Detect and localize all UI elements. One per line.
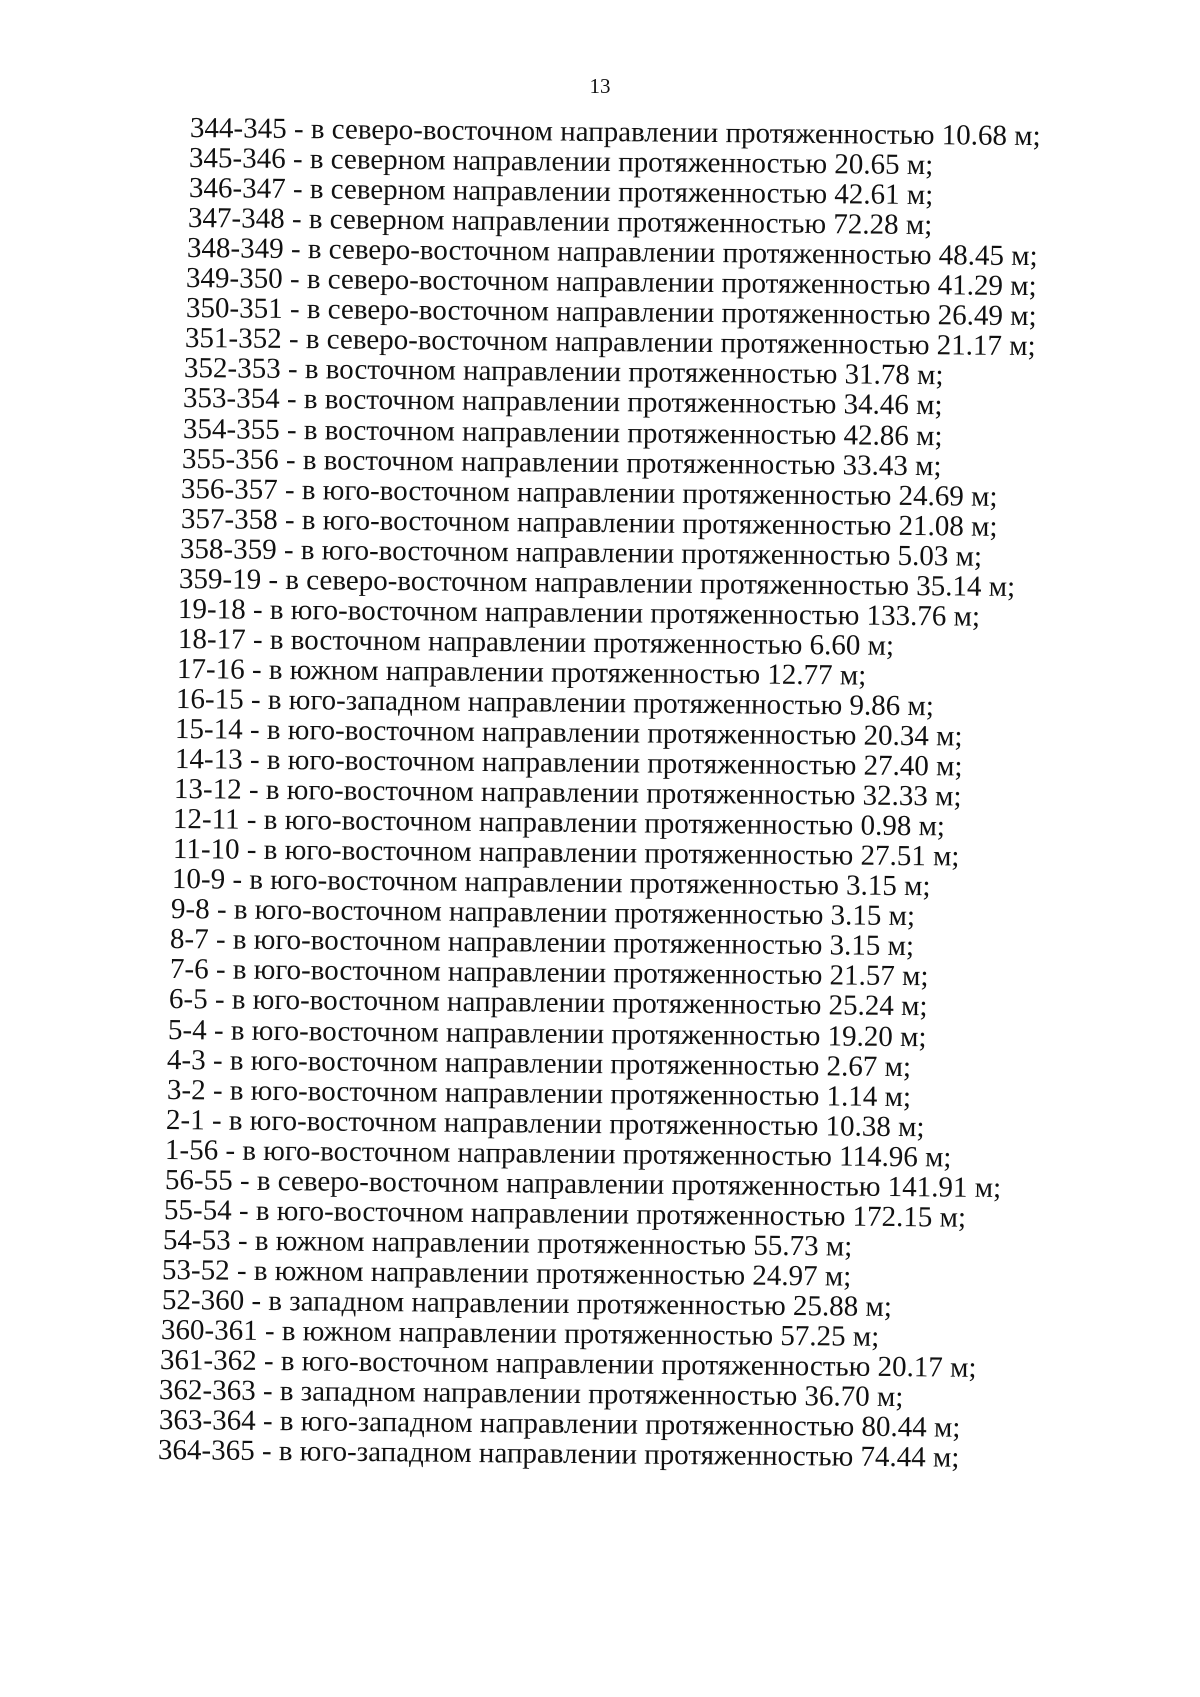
boundary-segment-line: 360-361 - в южном направлении протяженностью 57.25 м; (160, 1314, 880, 1353)
boundary-segment-line: 352-353 - в восточном направлении протяженностью 31.78 м; (184, 352, 944, 392)
boundary-segment-line: 14-13 - в юго-восточном направлении протяженностью 27.40 м; (174, 743, 963, 783)
boundary-segment-line: 345-346 - в северном направлении протяженностью 20.65 м; (189, 142, 934, 182)
boundary-segment-line: 7-6 - в юго-восточном направлении протяженностью 21.57 м; (169, 953, 929, 993)
boundary-segment-line: 353-354 - в восточном направлении протяженностью 34.46 м; (183, 382, 944, 422)
boundary-segment-line: 344-345 - в северо-восточном направлении протяженностью 10.68 м; (189, 112, 1041, 153)
boundary-segment-line: 363-364 - в юго-западном направлении протяженностью 80.44 м; (158, 1404, 961, 1444)
boundary-segment-line: 17-16 - в южном направлении протяженностью 12.77 м; (176, 652, 867, 692)
boundary-segment-line: 18-17 - в восточном направлении протяженностью 6.60 м; (177, 622, 894, 662)
boundary-segment-line: 9-8 - в юго-восточном направлении протяженностью 3.15 м; (170, 893, 916, 933)
boundary-segment-line: 8-7 - в юго-восточном направлении протяженностью 3.15 м; (170, 923, 915, 963)
boundary-segment-line: 16-15 - в юго-западном направлении протяженностью 9.86 м; (176, 682, 935, 723)
boundary-segment-line: 362-363 - в западном направлении протяженностью 36.70 м; (159, 1374, 905, 1414)
boundary-segment-line: 13-12 - в юго-восточном направлении протяженностью 32.33 м; (173, 773, 962, 813)
boundary-segment-line: 56-55 - в северо-восточном направлении протяженностью 141.91 м; (164, 1163, 1001, 1204)
boundary-segment-line: 356-357 - в юго-восточном направлении протяженностью 24.69 м; (181, 472, 998, 513)
boundary-segment-line: 10-9 - в юго-восточном направлении протяженностью 3.15 м; (171, 863, 931, 903)
boundary-segment-line: 53-52 - в южном направлении протяженностью 24.97 м; (162, 1253, 852, 1293)
boundary-segment-line: 2-1 - в юго-восточном направлении протяженностью 10.38 м; (165, 1103, 925, 1143)
boundary-segment-line: 19-18 - в юго-восточном направлении протяженностью 133.76 м; (178, 592, 981, 633)
boundary-segment-line: 351-352 - в северо-восточном направлении протяженностью 21.17 м; (184, 322, 1036, 363)
boundary-segment-line: 349-350 - в северо-восточном направлении протяженностью 41.29 м; (186, 262, 1038, 303)
boundary-segment-line: 6-5 - в юго-восточном направлении протяженностью 25.24 м; (168, 983, 928, 1023)
boundary-segment-line: 15-14 - в юго-восточном направлении протяженностью 20.34 м; (175, 713, 964, 753)
boundary-segment-line: 11-10 - в юго-восточном направлении протяженностью 27.51 м; (172, 833, 960, 873)
boundary-segment-line: 1-56 - в юго-восточном направлении протяженностью 114.96 м; (165, 1133, 952, 1174)
boundary-segment-line: 347-348 - в северном направлении протяженностью 72.28 м; (187, 202, 933, 242)
boundary-segment-line: 348-349 - в северо-восточном направлении протяженностью 48.45 м; (186, 232, 1038, 273)
boundary-segment-line: 5-4 - в юго-восточном направлении протяженностью 19.20 м; (168, 1013, 927, 1053)
boundary-segment-line: 359-19 - в северо-восточном направлении протяженностью 35.14 м; (178, 562, 1016, 603)
boundary-segment-line: 364-365 - в юго-западном направлении протяженностью 74.44 м; (157, 1434, 960, 1474)
boundary-segment-line: 354-355 - в восточном направлении протяженностью 42.86 м; (182, 412, 943, 452)
boundary-segment-line: 12-11 - в юго-восточном направлении протяженностью 0.98 м; (173, 803, 946, 843)
boundary-segment-line: 52-360 - в западном направлении протяженностью 25.88 м; (161, 1283, 892, 1323)
boundary-segment-line: 358-359 - в юго-восточном направлении протяженностью 5.03 м; (179, 532, 982, 573)
boundary-segment-line: 357-358 - в юго-восточном направлении протяженностью 21.08 м; (180, 502, 998, 543)
boundary-segment-line: 55-54 - в юго-восточном направлении протяженностью 172.15 м; (163, 1193, 966, 1234)
boundary-segment-line: 361-362 - в юго-восточном направлении протяженностью 20.17 м; (160, 1344, 977, 1384)
boundary-segment-line: 350-351 - в северо-восточном направлении протяженностью 26.49 м; (185, 292, 1037, 333)
boundary-segment-line: 346-347 - в северном направлении протяженностью 42.61 м; (188, 172, 933, 212)
boundary-segment-line: 3-2 - в юго-восточном направлении протяженностью 1.14 м; (166, 1073, 911, 1113)
boundary-segment-line: 4-3 - в юго-восточном направлении протяженностью 2.67 м; (167, 1043, 912, 1083)
boundary-segment-line: 54-53 - в южном направлении протяженностью 55.73 м; (162, 1223, 853, 1263)
page-number: 13 (589, 74, 611, 98)
boundary-segment-line: 355-356 - в восточном направлении протяженностью 33.43 м; (181, 442, 942, 482)
